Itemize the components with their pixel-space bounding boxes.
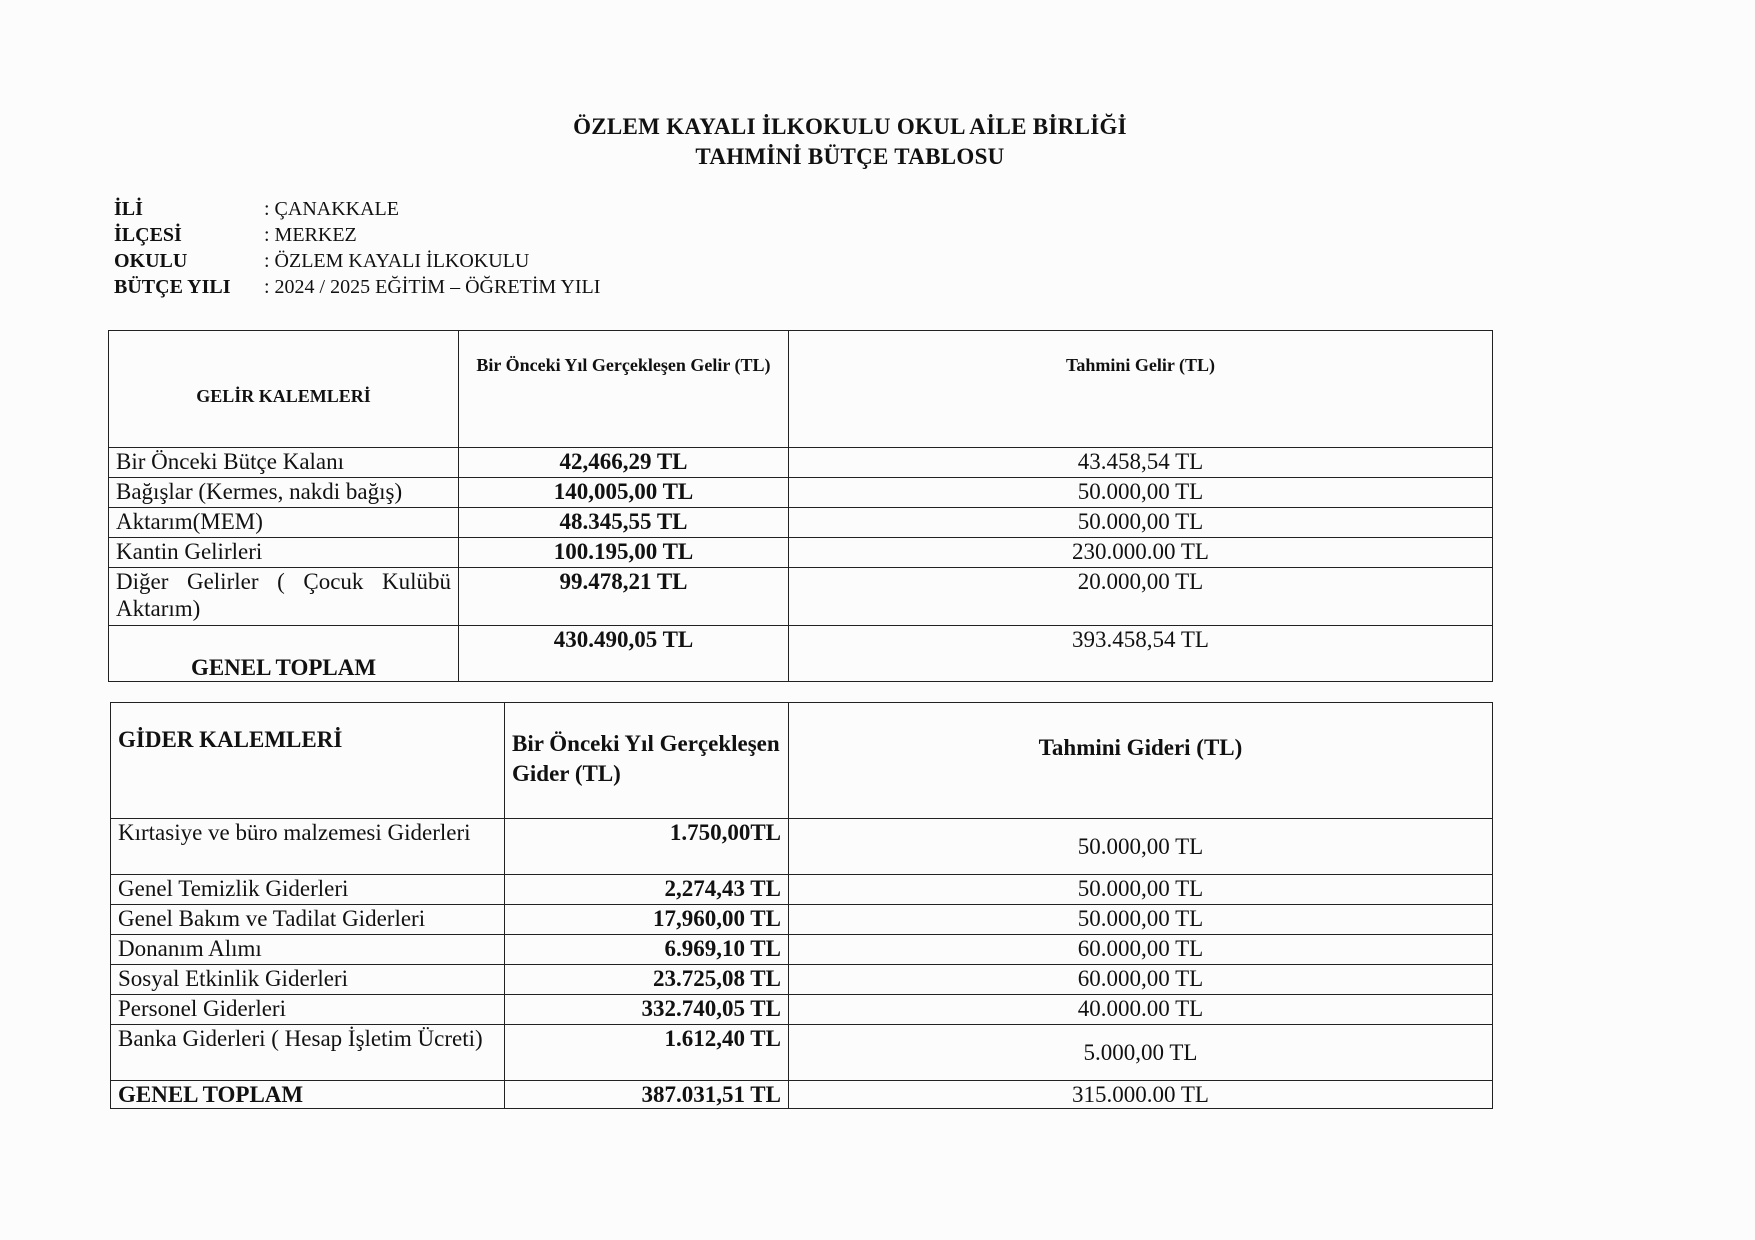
table-row — [109, 568, 1493, 626]
income-total-row — [109, 626, 1493, 682]
document-subtitle: TAHMİNİ BÜTÇE TABLOSU — [695, 144, 1005, 169]
table-row — [111, 935, 1493, 965]
info-label: İLÇESİ — [114, 224, 182, 246]
income-prev: 99.478,21 TL — [459, 568, 789, 626]
expense-est: 40.000.00 TL — [789, 995, 1493, 1025]
table-row — [111, 819, 1493, 875]
income-prev: 48.345,55 TL — [459, 508, 789, 538]
income-header-est: Tahmini Gelir (TL) — [789, 331, 1493, 448]
expense-total-row — [111, 1081, 1493, 1109]
income-item: Aktarım(MEM) — [109, 508, 459, 538]
info-label: BÜTÇE YILI — [114, 276, 231, 298]
expense-item: Sosyal Etkinlik Giderleri — [111, 965, 505, 995]
expense-item: Personel Giderleri — [111, 995, 505, 1025]
expense-est: 50.000,00 TL — [789, 905, 1493, 935]
expense-prev: 1.750,00TL — [505, 819, 789, 875]
expense-est: 50.000,00 TL — [789, 819, 1493, 875]
expense-prev: 332.740,05 TL — [505, 995, 789, 1025]
table-row — [109, 508, 1493, 538]
info-row-school — [114, 248, 600, 274]
table-row — [111, 875, 1493, 905]
expense-est: 50.000,00 TL — [789, 875, 1493, 905]
expense-prev: 2,274,43 TL — [505, 875, 789, 905]
expense-est: 60.000,00 TL — [789, 965, 1493, 995]
info-value: : ÖZLEM KAYALI İLKOKULU — [264, 250, 530, 272]
expense-prev: 17,960,00 TL — [505, 905, 789, 935]
income-total-prev: 430.490,05 TL — [459, 626, 789, 682]
info-row-budget-year — [114, 274, 600, 300]
table-row — [111, 995, 1493, 1025]
expense-item: Genel Bakım ve Tadilat Giderleri — [111, 905, 505, 935]
info-value: : MERKEZ — [264, 224, 357, 246]
info-row-province — [114, 196, 600, 222]
income-item: Diğer Gelirler ( Çocuk Kulübü Aktarım) — [109, 568, 459, 626]
expense-item: Donanım Alımı — [111, 935, 505, 965]
income-header-row — [109, 331, 1493, 448]
income-item: Bağışlar (Kermes, nakdi bağış) — [109, 478, 459, 508]
expense-est: 5.000,00 TL — [789, 1025, 1493, 1081]
table-row — [111, 965, 1493, 995]
table-row — [111, 1025, 1493, 1081]
expense-header-row — [111, 703, 1493, 819]
expense-header-est: Tahmini Gideri (TL) — [789, 703, 1493, 819]
info-label: OKULU — [114, 250, 188, 272]
income-total-label: GENEL TOPLAM — [109, 626, 459, 682]
expense-table — [110, 702, 1493, 1109]
expense-item: Banka Giderleri ( Hesap İşletim Ücreti) — [111, 1025, 505, 1081]
table-row — [111, 905, 1493, 935]
info-label: İLİ — [114, 198, 143, 220]
expense-header-prev: Bir Önceki Yıl Gerçekleşen Gider (TL) — [505, 703, 789, 819]
income-est: 20.000,00 TL — [789, 568, 1493, 626]
expense-total-prev: 387.031,51 TL — [505, 1081, 789, 1109]
info-row-district — [114, 222, 600, 248]
income-prev: 42,466,29 TL — [459, 448, 789, 478]
info-value: : 2024 / 2025 EĞİTİM – ÖĞRETİM YILI — [264, 276, 601, 298]
income-total-est: 393.458,54 TL — [789, 626, 1493, 682]
info-value: : ÇANAKKALE — [264, 198, 399, 220]
income-est: 50.000,00 TL — [789, 478, 1493, 508]
income-est: 230.000.00 TL — [789, 538, 1493, 568]
expense-header-item: GİDER KALEMLERİ — [111, 703, 505, 819]
expense-prev: 1.612,40 TL — [505, 1025, 789, 1081]
income-header-prev: Bir Önceki Yıl Gerçekleşen Gelir (TL) — [459, 331, 789, 448]
expense-item: Genel Temizlik Giderleri — [111, 875, 505, 905]
expense-est: 60.000,00 TL — [789, 935, 1493, 965]
income-est: 50.000,00 TL — [789, 508, 1493, 538]
income-item: Kantin Gelirleri — [109, 538, 459, 568]
table-row — [109, 448, 1493, 478]
table-row — [109, 478, 1493, 508]
income-est: 43.458,54 TL — [789, 448, 1493, 478]
info-block — [114, 196, 600, 300]
income-header-item: GELİR KALEMLERİ — [109, 331, 459, 448]
expense-prev: 23.725,08 TL — [505, 965, 789, 995]
income-item: Bir Önceki Bütçe Kalanı — [109, 448, 459, 478]
expense-prev: 6.969,10 TL — [505, 935, 789, 965]
document-title: ÖZLEM KAYALI İLKOKULU OKUL AİLE BİRLİĞİ — [573, 114, 1127, 139]
table-row — [109, 538, 1493, 568]
expense-total-est: 315.000.00 TL — [789, 1081, 1493, 1109]
income-prev: 140,005,00 TL — [459, 478, 789, 508]
expense-item: Kırtasiye ve büro malzemesi Giderleri — [111, 819, 505, 875]
income-prev: 100.195,00 TL — [459, 538, 789, 568]
income-table — [108, 330, 1493, 682]
expense-total-label: GENEL TOPLAM — [111, 1081, 505, 1109]
